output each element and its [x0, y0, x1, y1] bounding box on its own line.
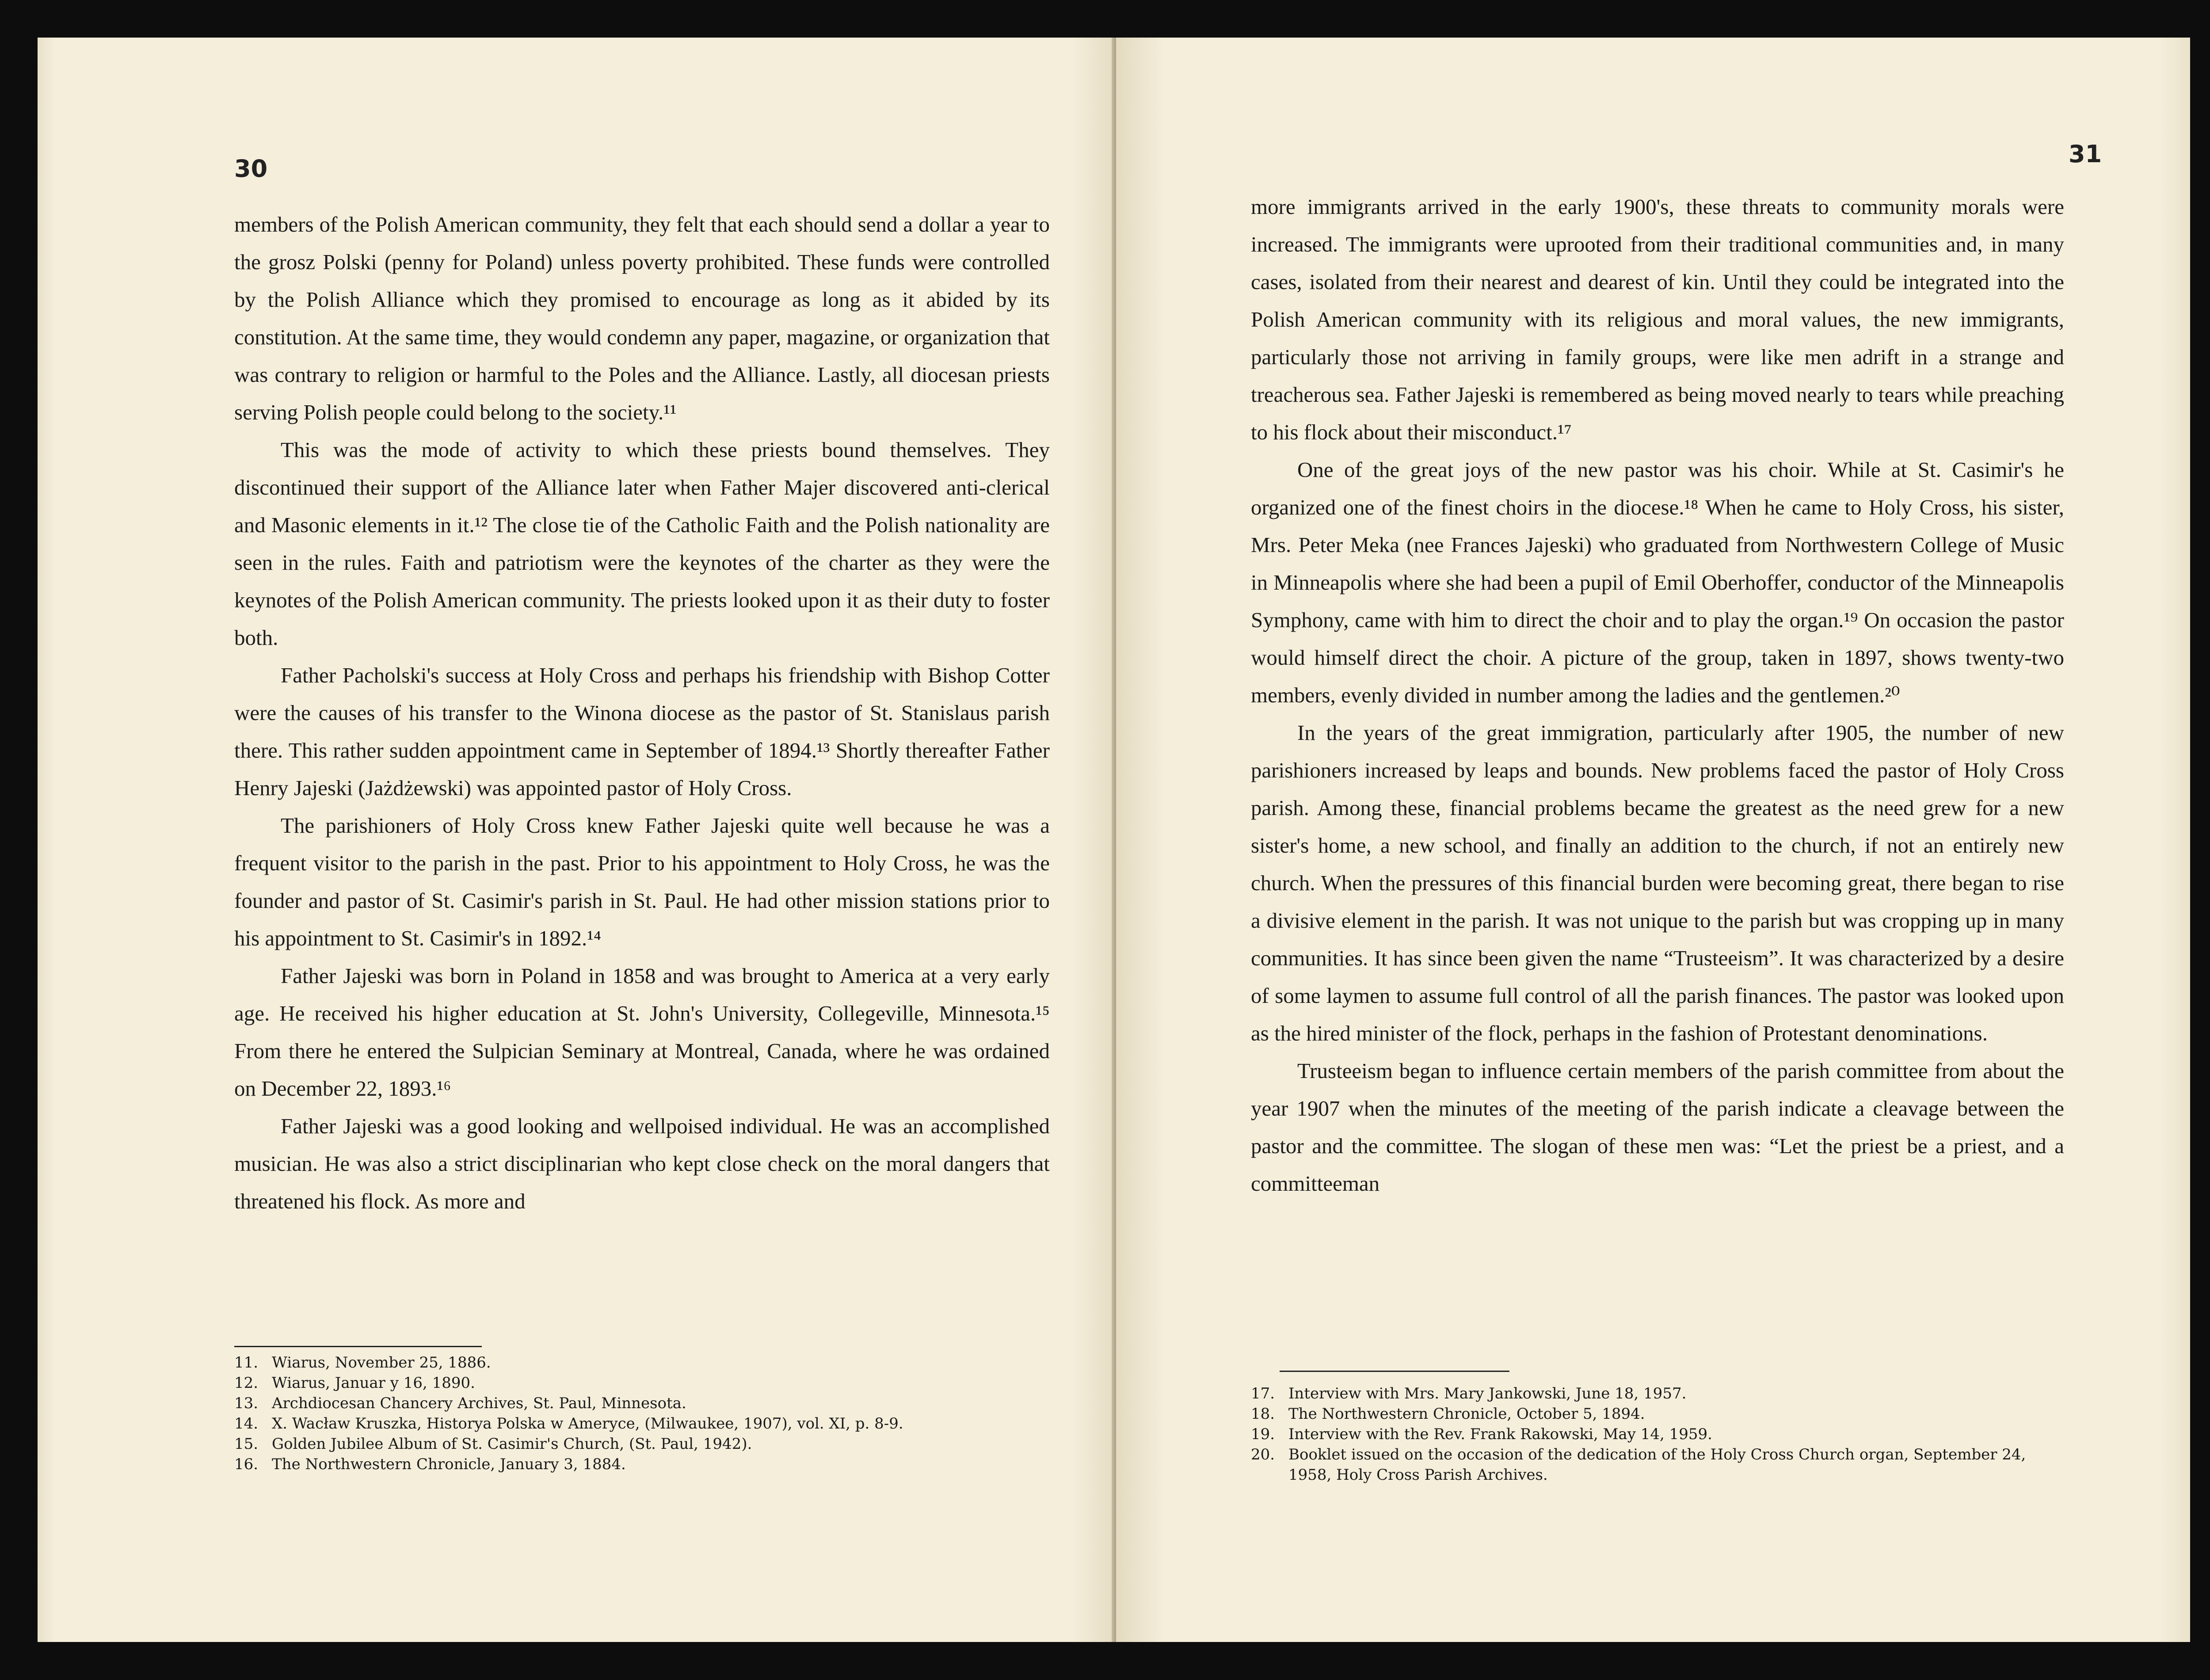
- paragraph: Father Jajeski was born in Poland in 1858 and was brought to America at a very early age. He received his higher education at St. John's University, Collegeville, Minnesota.¹⁵ From there he entered the Sulpician Seminary at Montreal, Canada, where he was ordained on December 22, 1893.¹⁶: [234, 964, 1050, 1101]
- footnote-text: The Northwestern Chronicle, October 5, 1894.: [1288, 1405, 1645, 1423]
- body-text: [234, 206, 1050, 1220]
- right-page: [1116, 38, 2190, 1642]
- footnote: [1251, 1424, 2064, 1444]
- footnote: [1251, 1404, 2064, 1424]
- footnotes: [1251, 1383, 2064, 1485]
- footnote-divider: [1280, 1371, 1509, 1372]
- footnote-number: 16.: [234, 1455, 259, 1473]
- body-text: [1251, 188, 2064, 1202]
- footnote: [234, 1352, 1050, 1373]
- page-number: 30: [234, 155, 268, 183]
- footnote-number: 17.: [1251, 1385, 1275, 1402]
- paragraph: In the years of the great immigration, particularly after 1905, the number of new parishioners increased by leaps and bounds. New problems faced the pastor of Holy Cross parish. Among these, financial problems became the greatest as the need grew for a new sister's home, a new school, and finally an addition to the church, if not an entirely new church. When the pressures of this financial burden were becoming great, there began to rise a divisive element in the parish. It was not unique to the parish but was cropping up in many communities. It has since been given the name “Trusteeism”. It was characterized by a desire of some laymen to assume full control of all the parish finances. The pastor was looked upon as the hired minister of the flock, perhaps in the fashion of Protestant denominations.: [1251, 720, 2064, 1045]
- footnote: [234, 1413, 1050, 1434]
- footnote-text: Golden Jubilee Album of St. Casimir's Church, (St. Paul, 1942).: [272, 1435, 752, 1453]
- footnote-text: Wiarus, Januar y 16, 1890.: [272, 1374, 475, 1392]
- footnotes: [234, 1352, 1050, 1474]
- footnote-text: Wiarus, November 25, 1886.: [272, 1354, 491, 1371]
- footnote-text: X. Wacław Kruszka, Historya Polska w Ameryce, (Milwaukee, 1907), vol. XI, p. 8-9.: [272, 1415, 903, 1432]
- footnote-text: Interview with Mrs. Mary Jankowski, June 18, 1957.: [1288, 1385, 1687, 1402]
- footnote-number: 11.: [234, 1354, 259, 1371]
- footnote-divider: [234, 1346, 482, 1347]
- footnote-number: 13.: [234, 1394, 259, 1412]
- footnote-text: Interview with the Rev. Frank Rakowski, May 14, 1959.: [1288, 1425, 1712, 1443]
- book-spread: [38, 38, 2190, 1642]
- footnote-number: 19.: [1251, 1425, 1275, 1443]
- paragraph: Father Pacholski's success at Holy Cross and perhaps his friendship with Bishop Cotter were the causes of his transfer to the Winona diocese as the pastor of St. Stanislaus parish there. This rather sudden appointment came in September of 1894.¹³ Shortly thereafter Father Henry Jajeski (Jażdżewski) was appointed pastor of Holy Cross.: [234, 663, 1050, 800]
- paragraph: The parishioners of Holy Cross knew Father Jajeski quite well because he was a frequent visitor to the parish in the past. Prior to his appointment to Holy Cross, he was the founder and pastor of St. Casimir's parish in St. Paul. He had other mission stations prior to his appointment to St. Casimir's in 1892.¹⁴: [234, 813, 1050, 950]
- footnote-number: 18.: [1251, 1405, 1275, 1423]
- footnote: [234, 1434, 1050, 1454]
- paragraph: more immigrants arrived in the early 1900's, these threats to community morals were increased. The immigrants were uprooted from their traditional communities and, in many cases, isolated from their nearest and dearest of kin. Until they could be integrated into the Polish American community with its religious and moral values, the new immigrants, particularly those not arriving in family groups, were like men adrift in a strange and treacherous sea. Father Jajeski is remembered as being moved nearly to tears while preaching to his flock about their misconduct.¹⁷: [1251, 194, 2064, 444]
- footnote: [1251, 1383, 2064, 1404]
- footnote-text: Archdiocesan Chancery Archives, St. Paul, Minnesota.: [272, 1394, 686, 1412]
- footnote-number: 20.: [1251, 1446, 1275, 1463]
- footnote: [234, 1373, 1050, 1393]
- paragraph: One of the great joys of the new pastor was his choir. While at St. Casimir's he organized one of the finest choirs in the diocese.¹⁸ When he came to Holy Cross, his sister, Mrs. Peter Meka (nee Frances Jajeski) who graduated from Northwestern College of Music in Minneapolis where she had been a pupil of Emil Oberhoffer, conductor of the Minneapolis Symphony, came with him to direct the choir and to play the organ.¹⁹ On occasion the pastor would himself direct the choir. A picture of the group, taken in 1897, shows twenty-two members, evenly divided in number among the ladies and the gentlemen.²⁰: [1251, 457, 2064, 707]
- footnote: [234, 1393, 1050, 1413]
- footnote-text: Booklet issued on the occasion of the dedication of the Holy Cross Church organ, September 24, 1958, Holy Cross Parish Archives.: [1288, 1446, 2026, 1484]
- footnote-number: 12.: [234, 1374, 259, 1392]
- paragraph: members of the Polish American community, they felt that each should send a dollar a year to the grosz Polski (penny for Poland) unless poverty prohibited. These funds were controlled by the Polish Alliance which they promised to encourage as long as it abided by its constitution. At the same time, they would condemn any paper, magazine, or organization that was contrary to religion or harmful to the Poles and the Alliance. Lastly, all diocesan priests serving Polish people could belong to the society.¹¹: [234, 212, 1050, 424]
- footnote-number: 15.: [234, 1435, 259, 1453]
- left-page: [38, 38, 1116, 1642]
- paragraph: Trusteeism began to influence certain members of the parish committee from about the year 1907 when the minutes of the meeting of the parish indicate a cleavage between the pastor and the committee. The slogan of these men was: “Let the priest be a priest, and a committeeman: [1251, 1059, 2064, 1196]
- footnote-number: 14.: [234, 1415, 259, 1432]
- page-number: 31: [2069, 140, 2102, 168]
- footnote-text: The Northwestern Chronicle, January 3, 1884.: [272, 1455, 626, 1473]
- footnote: [1251, 1444, 2064, 1485]
- paragraph: Father Jajeski was a good looking and wellpoised individual. He was an accomplished musician. He was also a strict disciplinarian who kept close check on the moral dangers that threatened his flock. As more and: [234, 1114, 1050, 1213]
- footnote: [234, 1454, 1050, 1474]
- paragraph: This was the mode of activity to which these priests bound themselves. They discontinued their support of the Alliance later when Father Majer discovered anti-clerical and Masonic elements in it.¹² The close tie of the Catholic Faith and the Polish nationality are seen in the rules. Faith and patriotism were the keynotes of the charter as they were the keynotes of the Polish American community. The priests looked upon it as their duty to foster both.: [234, 438, 1050, 650]
